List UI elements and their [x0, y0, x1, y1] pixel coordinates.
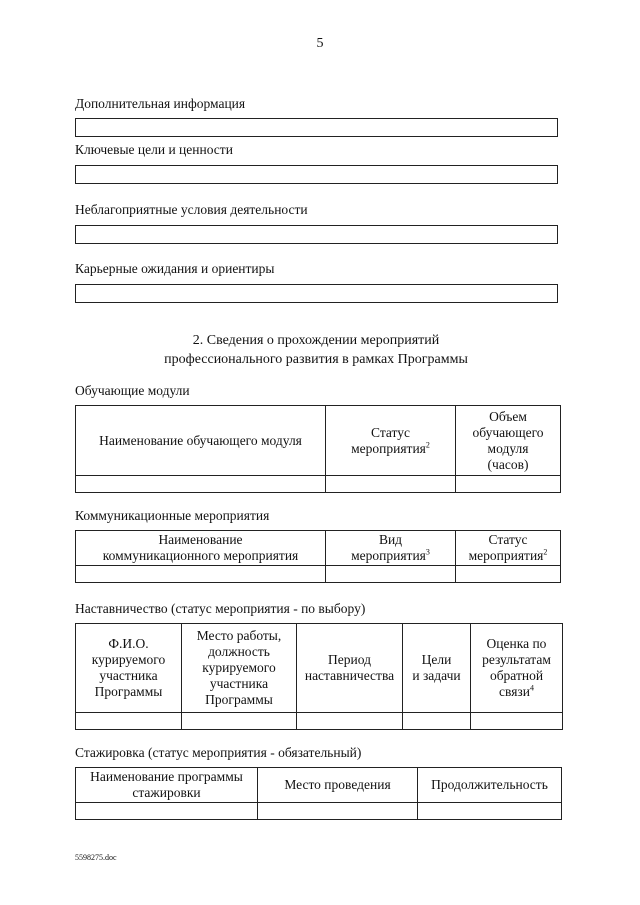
communication-col-type: Вид мероприятия$^3$: [326, 531, 456, 566]
communication-col-status: Статус мероприятия$^2$: [456, 531, 561, 566]
mentoring-table: [75, 623, 563, 730]
table-row: [76, 476, 561, 493]
mentoring-cell[interactable]: [297, 713, 403, 730]
communication-header-row: [76, 531, 561, 566]
additional-info-label: Дополнительная информация: [75, 96, 246, 111]
mentoring-cell[interactable]: [471, 713, 563, 730]
communication-cell[interactable]: [76, 566, 326, 583]
communication-cell[interactable]: [456, 566, 561, 583]
mentoring-col-workplace: Место работы, должность курируемого участника Программы: [182, 624, 297, 713]
internship-col-duration: Продолжительность: [418, 768, 562, 803]
table-row: [76, 566, 561, 583]
training-col-status: Статус мероприятия$^2$: [326, 406, 456, 476]
career-expectations-field[interactable]: [75, 284, 558, 303]
training-cell[interactable]: [326, 476, 456, 493]
mentoring-cell[interactable]: [182, 713, 297, 730]
training-cell[interactable]: [76, 476, 326, 493]
section-title-line1: 2. Сведения о прохождении мероприятий: [192, 333, 440, 348]
mentoring-col-period: Период наставничества: [297, 624, 403, 713]
internship-cell[interactable]: [258, 803, 418, 820]
table-row: [76, 803, 562, 820]
mentoring-label: Наставничество (статус мероприятия - по выбору): [75, 601, 366, 616]
internship-cell[interactable]: [418, 803, 562, 820]
training-cell[interactable]: [456, 476, 561, 493]
internship-header-row: [76, 768, 562, 803]
training-label: Обучающие модули: [75, 383, 190, 398]
key-goals-label: Ключевые цели и ценности: [75, 142, 233, 157]
mentoring-header-row: [76, 624, 563, 713]
mentoring-col-fio: Ф.И.О. курируемого участника Программы: [76, 624, 182, 713]
internship-table: [75, 767, 562, 820]
additional-info-field[interactable]: [75, 118, 558, 137]
table-row: [76, 713, 563, 730]
section-title-line2: профессионального развития в рамках Программы: [164, 352, 468, 367]
adverse-conditions-label: Неблагоприятные условия деятельности: [75, 202, 308, 217]
internship-cell[interactable]: [76, 803, 258, 820]
communication-table: [75, 530, 561, 583]
communication-cell[interactable]: [326, 566, 456, 583]
training-table: [75, 405, 561, 493]
key-goals-field[interactable]: [75, 165, 558, 184]
training-col-name: Наименование обучающего модуля: [76, 406, 326, 476]
internship-label: Стажировка (статус мероприятия - обязательный): [75, 745, 362, 760]
mentoring-cell[interactable]: [403, 713, 471, 730]
mentoring-col-feedback: Оценка по результатам обратной связи$^4$: [471, 624, 563, 713]
internship-col-place: Место проведения: [258, 768, 418, 803]
training-header-row: [76, 406, 561, 476]
communication-col-name: Наименование коммуникационного мероприятия: [76, 531, 326, 566]
mentoring-col-goals: Цели и задачи: [403, 624, 471, 713]
training-col-volume: Объем обучающего модуля (часов): [456, 406, 561, 476]
adverse-conditions-field[interactable]: [75, 225, 558, 244]
career-expectations-label: Карьерные ожидания и ориентиры: [75, 261, 275, 276]
internship-col-program: Наименование программы стажировки: [76, 768, 258, 803]
communication-label: Коммуникационные мероприятия: [75, 508, 270, 523]
mentoring-cell[interactable]: [76, 713, 182, 730]
page-number: 5: [316, 36, 324, 51]
document-filename: 5598275.doc: [75, 853, 117, 862]
